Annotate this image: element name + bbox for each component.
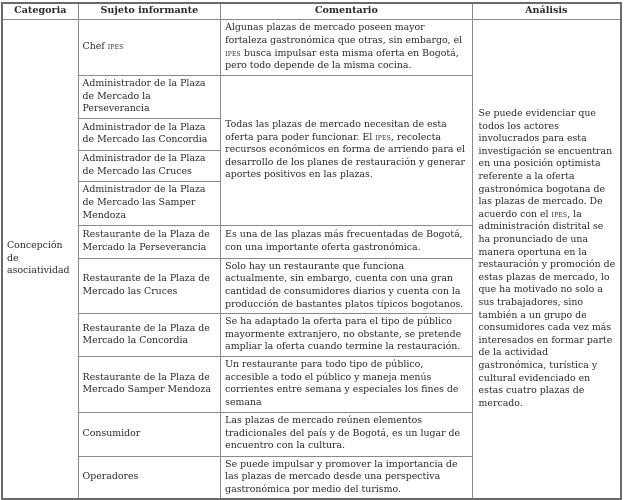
category-cell: Concepción de asociatividad bbox=[2, 20, 78, 500]
subject-cell: Administrador de la Plaza de Mercado las Samper Mendoza bbox=[78, 181, 221, 225]
comment-cell: Las plazas de mercado reúnen elementos tradicionales del país y de Bogotá, es un lugar de encuentro con la cultura. bbox=[221, 412, 472, 456]
comment-text: , recolecta recursos económicos en forma de arriendo para el desarrollo de los planes de restauración y generar aportes positivos en las plazas. bbox=[225, 131, 465, 181]
header-sujeto-informante: Sujeto informante bbox=[78, 3, 221, 20]
header-analisis: Análisis bbox=[472, 3, 621, 20]
abbr-ipes: ipes bbox=[107, 42, 124, 53]
comment-cell bbox=[221, 20, 472, 76]
comment-cell: Es una de las plazas más frecuentadas de Bogotá, con una importante oferta gastronómica. bbox=[221, 225, 472, 258]
subject-cell: Restaurante de la Plaza de Mercado la Concordia bbox=[78, 314, 221, 357]
header-categoria: Categoria bbox=[2, 3, 78, 20]
subject-cell: Operadores bbox=[78, 456, 221, 499]
comment-cell: Se puede impulsar y promover la importancia de las plazas de mercado desde una perspectiva gastronómica por medio del turismo. bbox=[221, 456, 472, 499]
analysis-text: , la administración distrital se ha pronunciado de una manera oportuna en la restauración y promoción de estas plazas de mercado, lo que ha motivado no solo a sus trabajadores, sino también a un grupo de consumidores cada vez más interesados en formar parte de la actividad gastronómica, turística y cultural evidenciado en estas cuatro plazas de mercado. bbox=[478, 208, 616, 409]
table-row bbox=[2, 20, 621, 76]
subject-cell: Restaurante de la Plaza de Mercado Samper Mendoza bbox=[78, 357, 221, 412]
subject-cell bbox=[78, 20, 221, 76]
header-row bbox=[2, 3, 621, 20]
abbr-ipes: ipes bbox=[551, 209, 568, 220]
comment-cell: Un restaurante para todo tipo de público, accesible a todo el público y maneja menús corrientes entre semana y especiales los fines de semana bbox=[221, 357, 472, 412]
comment-text: Algunas plazas de mercado poseen mayor fortaleza gastronómica que otras, sin embargo, el bbox=[225, 22, 463, 46]
comment-text: busca impulsar esta misma oferta en Bogotá, pero todo depende de la misma cocina. bbox=[225, 47, 459, 72]
comment-text: Todas las plazas de mercado necesitan de esta oferta para poder funcionar. El bbox=[225, 118, 447, 143]
subject-cell: Administrador de la Plaza de Mercado la Perseverancia bbox=[78, 76, 221, 119]
comment-cell: Se ha adaptado la oferta para el tipo de público mayormente extranjero, no obstante, se pretende ampliar la oferta cuando termine la restauración. bbox=[221, 314, 472, 357]
analysis-cell bbox=[472, 20, 621, 500]
subject-cell: Administrador de la Plaza de Mercado las Concordia bbox=[78, 118, 221, 150]
subject-cell: Consumidor bbox=[78, 412, 221, 456]
header-comentario: Comentario bbox=[221, 3, 472, 20]
analysis-text: Se puede evidenciar que todos los actores involucrados para esta investigación se encuentran en una posición optimista referente a la oferta gastronómica bogotana de las plazas de mercado. De acuerdo con el bbox=[478, 108, 613, 220]
comment-cell bbox=[221, 76, 472, 226]
abbr-ipes: ipes bbox=[375, 132, 391, 143]
data-table bbox=[1, 2, 622, 500]
subject-text: Chef bbox=[82, 41, 108, 53]
subject-cell: Restaurante de la Plaza de Mercado la Perseverancia bbox=[78, 225, 221, 258]
subject-cell: Administrador de la Plaza de Mercado las Cruces bbox=[78, 150, 221, 181]
subject-cell: Restaurante de la Plaza de Mercado las Cruces bbox=[78, 258, 221, 313]
abbr-ipes: ipes bbox=[225, 48, 241, 59]
comment-cell: Solo hay un restaurante que funciona actualmente, sin embargo, cuenta con una gran cantidad de consumidores diarios y cuenta con la producción de bastantes platos típicos bogotanos. bbox=[221, 258, 472, 313]
